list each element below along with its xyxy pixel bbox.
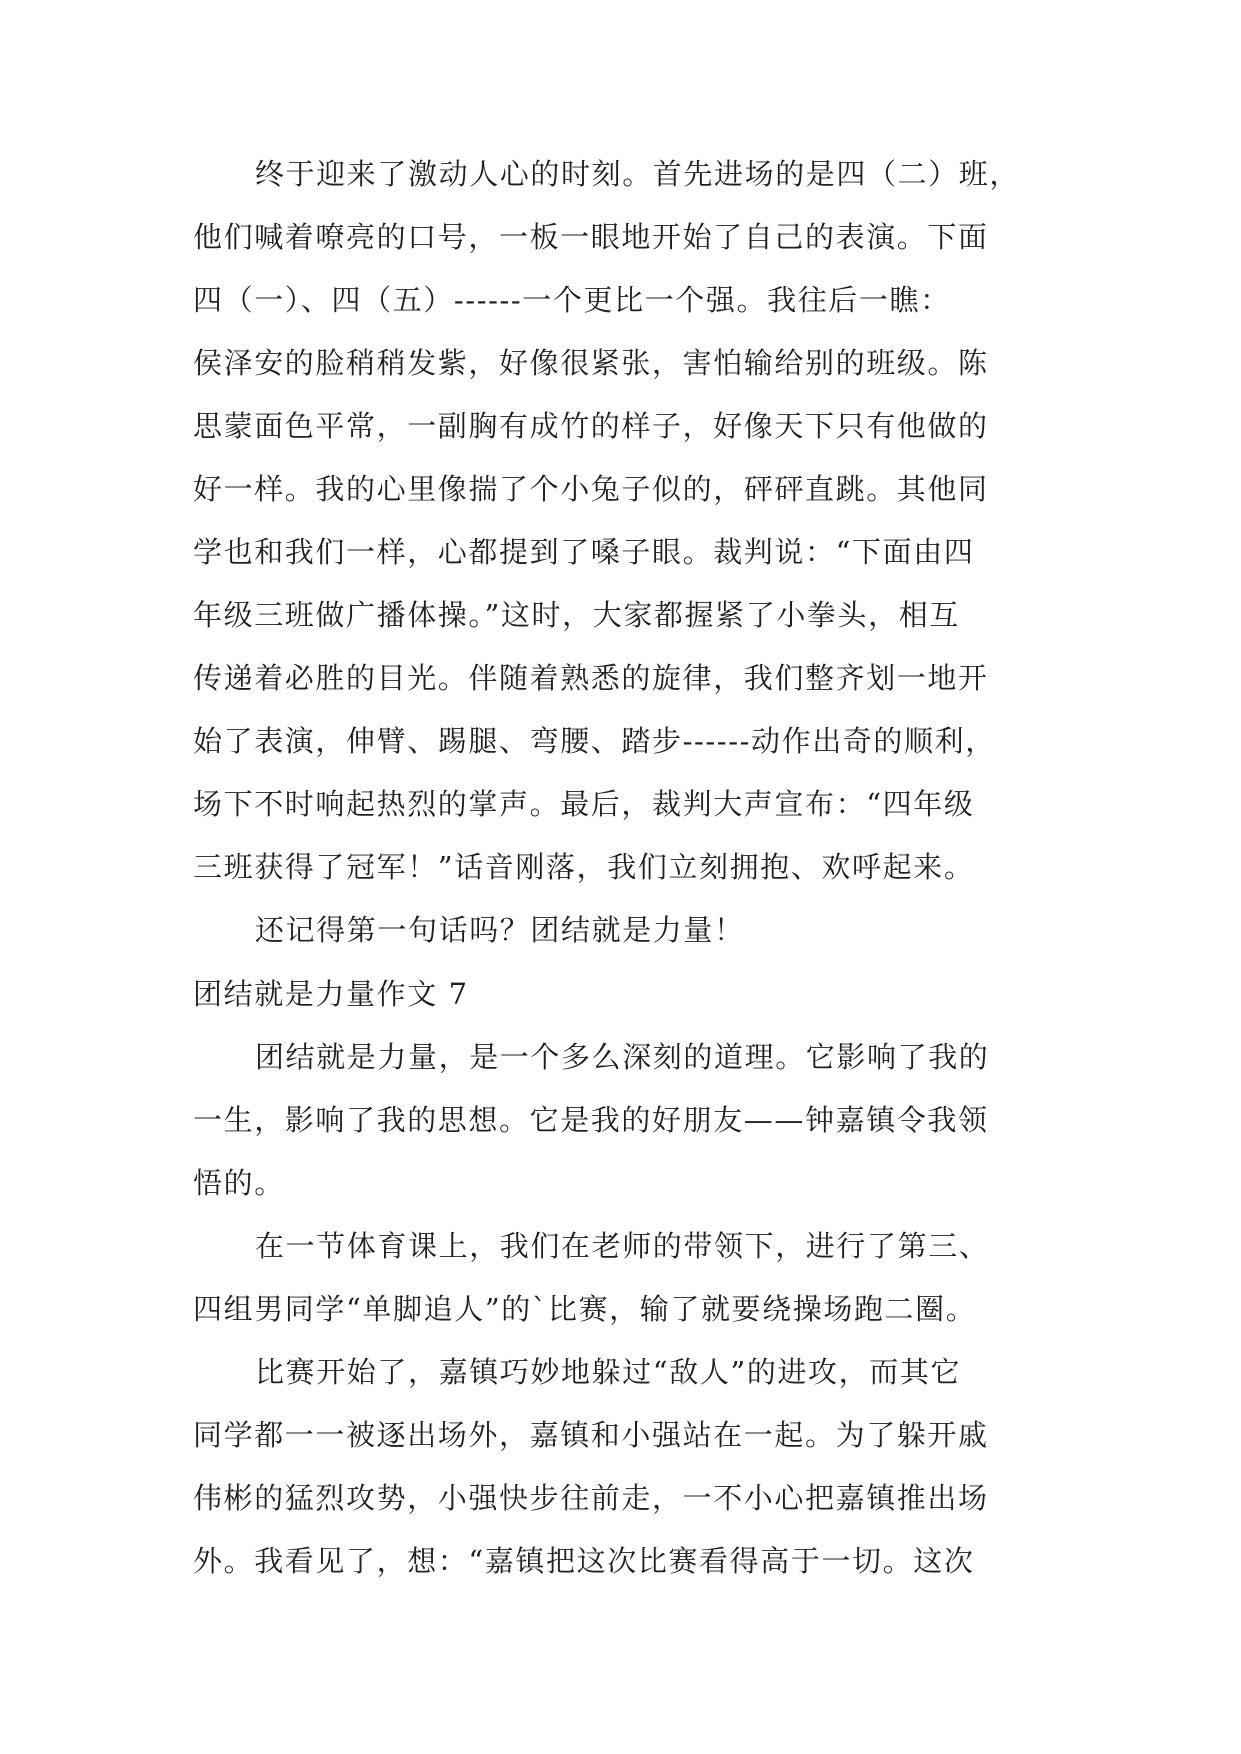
text-line: 学也和我们一样，心都提到了嗓子眼。裁判说：“下面由四 <box>193 535 975 569</box>
paragraph <box>193 1341 1053 1593</box>
section-2 <box>193 963 1053 1593</box>
text-line: 外。我看见了，想：“嘉镇把这次比赛看得高于一切。这次 <box>193 1544 975 1578</box>
text-line: 思蒙面色平常，一副胸有成竹的样子，好像天下只有他做的 <box>193 409 989 443</box>
text-line: 团结就是力量，是一个多么深刻的道理。它影响了我的 <box>255 1040 990 1074</box>
text-line: 还记得第一句话吗？团结就是力量！ <box>255 913 745 947</box>
text-line: 悟的。 <box>193 1166 285 1200</box>
paragraph <box>193 143 1053 899</box>
text-line: 伟彬的猛烈攻势，小强快步往前走，一不小心把嘉镇推出场 <box>193 1481 989 1515</box>
text-line: 始了表演，伸臂、踢腿、弯腰、踏步------动作出奇的顺利， <box>193 724 996 758</box>
paragraph <box>193 899 1053 962</box>
text-line: 四（一）、四（五）------一个更比一个强。我往后一瞧： <box>193 283 951 317</box>
text-line: 场下不时响起热烈的掌声。最后，裁判大声宣布：“四年级 <box>193 787 975 821</box>
text-line: 一生，影响了我的思想。它是我的好朋友——钟嘉镇令我领 <box>193 1103 989 1137</box>
text-line: 侯泽安的脸稍稍发紫，好像很紧张，害怕输给别的班级。陈 <box>193 346 989 380</box>
section-1 <box>193 143 1053 962</box>
text-line: 同学都一一被逐出场外，嘉镇和小强站在一起。为了躲开戚 <box>193 1418 989 1452</box>
paragraph <box>193 1026 1053 1215</box>
text-line: 三班获得了冠军！”话音刚落，我们立刻拥抱、欢呼起来。 <box>193 850 975 884</box>
text-line: 他们喊着嘹亮的口号，一板一眼地开始了自己的表演。下面 <box>193 220 989 254</box>
text-line: 终于迎来了激动人心的时刻。首先进场的是四（二）班， <box>255 157 1021 191</box>
text-line: 好一样。我的心里像揣了个小兔子似的，砰砰直跳。其他同 <box>193 472 989 506</box>
text-line: 四组男同学“单脚追人”的`比赛，输了就要绕操场跑二圈。 <box>193 1292 977 1326</box>
text-line: 在一节体育课上，我们在老师的带领下，进行了第三、 <box>255 1229 990 1263</box>
paragraph <box>193 1215 1053 1341</box>
text-line: 年级三班做广播体操。”这时，大家都握紧了小拳头，相互 <box>193 598 960 632</box>
essay-heading: 团结就是力量作文 7 <box>193 977 469 1011</box>
text-line: 传递着必胜的目光。伴随着熟悉的旋律，我们整齐划一地开 <box>193 661 989 695</box>
text-line: 比赛开始了，嘉镇巧妙地躲过“敌人”的进攻，而其它 <box>255 1355 962 1389</box>
